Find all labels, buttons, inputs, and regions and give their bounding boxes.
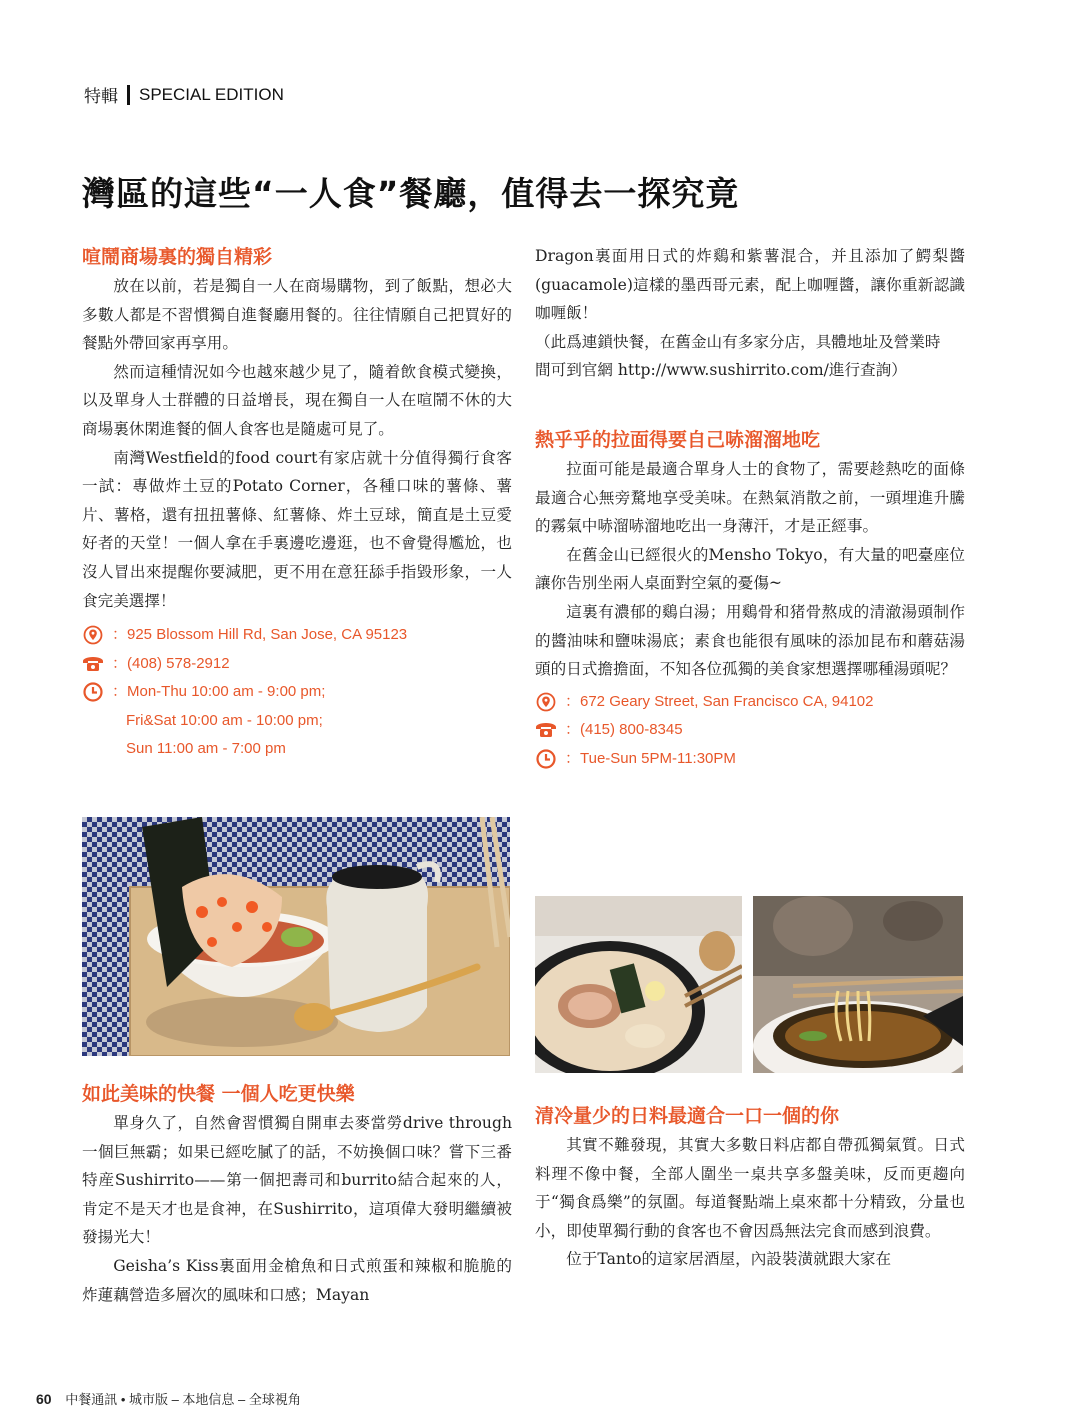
hours-text: Sun 11:00 am - 7:00 pm — [126, 740, 286, 758]
left-column-top — [82, 242, 512, 764]
location-icon — [535, 691, 557, 713]
paragraph: 拉面可能是最適合單身人士的食物了，需要趁熱吃的面條最適合心無旁騖地享受美味。在熱氣消散之前，一頭埋進升騰的霧氣中哧溜哧溜地吃出一身薄汗，才是正經事。 — [535, 459, 965, 536]
section-heading-ramen: 熱乎乎的拉面得要自己哧溜溜地吃 — [535, 428, 821, 451]
paragraph: 位于Tanto的這家居酒屋，內設裝潢就跟大家在 — [566, 1250, 892, 1269]
right-column-bottom — [535, 1101, 965, 1274]
paragraph: 放在以前，若是獨自一人在商場購物，到了飯點，想必大多數人都是不習慣獨自進餐廳用餐的。往往情願自己把買好的餐點外帶回家再享用。 — [82, 277, 512, 353]
chain-note: （此爲連鎖快餐，在舊金山有多家分店，具體地址及營業時間可到官網 http://www.sushirrito.com/進行查詢） — [535, 332, 941, 380]
section-heading-japanese: 清冷量少的日料最適合一口一個的你 — [535, 1105, 840, 1127]
section-heading-mall: 喧鬧商場裏的獨自精彩 — [82, 246, 273, 268]
section-label-cn: 特輯 — [84, 87, 118, 106]
publication-name: 中餐通訊 • 城市版 – 本地信息 – 全球視角 — [65, 1392, 301, 1407]
hours-text: ：Tue-Sun 5PM-11:30PM — [565, 749, 736, 767]
phone-line — [535, 716, 965, 745]
phone-line — [82, 650, 512, 679]
phone-text: ：(415) 800-8345 — [565, 721, 683, 739]
paragraph: 在舊金山已經很火的Mensho Tokyo，有大量的吧臺座位讓你告別坐兩人桌面對空氣的憂傷~ — [535, 545, 965, 593]
hours-line — [82, 678, 512, 707]
paragraph: Dragon裏面用日式的炸鷄和紫薯混合，并且添加了鰐梨醬(guacamole)這樣的墨西哥元素，配上咖喱醬，讓你重新認識咖喱飯！ — [535, 247, 965, 323]
hours-line — [82, 735, 512, 764]
address-line — [535, 688, 965, 717]
paragraph: 南灣Westfield的food court有家店就十分值得獨行食客一試：專做炸土豆的Potato Corner，各種口味的薯條、薯片、薯格，還有扭扭薯條、紅薯條、炸土豆球，簡直是土豆愛好者的天堂！一個人拿在手裏邊吃邊逛，也不會覺得尷尬，也沒人冒出來提醒你要減肥，更不用在意狂舔手指毀形象，一人食完美選擇！ — [82, 448, 512, 610]
page-footer — [36, 1389, 301, 1408]
address-text: ：925 Blossom Hill Rd, San Jose, CA 95123 — [112, 626, 408, 644]
right-column-top — [535, 242, 965, 773]
noodle-lift-photo — [753, 896, 963, 1073]
paragraph: 這裏有濃郁的鷄白湯；用鷄骨和猪骨熬成的清澈湯頭制作的醬油味和鹽味湯底；素食也能很有風味的添加昆布和蘑菇湯頭的日式擔擔面，不知各位孤獨的美食家想選擇哪種湯頭呢？ — [535, 602, 965, 679]
paragraph: 然而這種情況如今也越來越少見了，隨着飲食模式變換，以及單身人士群體的日益增長，現在獨自一人在喧鬧不休的大商場裏休閑進餐的個人食客也是隨處可見了。 — [82, 362, 512, 438]
paragraph: Geisha’s Kiss裏面用金槍魚和日式煎蛋和辣椒和脆脆的炸蓮藕營造多層次的風味和口感；Mayan — [82, 1256, 512, 1304]
page-title: 灣區的這些“一人食”餐廳，值得去一探究竟 — [82, 174, 740, 213]
address-text: ：672 Geary Street, San Francisco CA, 94102 — [565, 692, 874, 710]
phone-icon — [535, 719, 557, 741]
paragraph: 其實不難發現，其實大多數日料店都自帶孤獨氣質。日式料理不像中餐，全部人圍坐一桌共享多盤美味，反而更趨向于“獨食爲樂”的氛圍。每道餐點端上桌來都十分精致，分量也小，即使單獨行動的食客也不會因爲無法完食而感到浪費。 — [535, 1136, 965, 1240]
phone-text: ：(408) 578-2912 — [112, 654, 230, 672]
section-header — [84, 82, 284, 107]
location-icon — [82, 624, 104, 646]
hours-line — [82, 707, 512, 736]
clock-icon — [82, 681, 104, 703]
hours-text: Fri&Sat 10:00 am - 10:00 pm; — [126, 711, 323, 729]
section-heading-fastfood: 如此美味的快餐 一個人吃更快樂 — [82, 1083, 355, 1105]
paragraph: 單身久了，自然會習慣獨自開車去麥當勞drive through一個巨無霸；如果已經吃膩了的話，不妨換個口味？嘗下三番特産Sushirrito——第一個把壽司和burrito結合起來的人，肯定不是天才也是食神，在Sushirrito，這項偉大發明繼續被發揚光大！ — [82, 1114, 512, 1247]
section-label-en: SPECIAL EDITION — [139, 84, 284, 104]
ramen-bowl-photo — [535, 896, 742, 1073]
sushi-bowl-photo — [82, 817, 510, 1056]
page-number: 60 — [36, 1391, 52, 1407]
hours-line — [535, 745, 965, 774]
clock-icon — [535, 748, 557, 770]
left-column-bottom — [82, 1079, 512, 1309]
address-line — [82, 621, 512, 650]
phone-icon — [82, 653, 104, 675]
header-divider — [127, 85, 130, 105]
hours-text: ：Mon-Thu 10:00 am - 9:00 pm; — [112, 683, 326, 701]
